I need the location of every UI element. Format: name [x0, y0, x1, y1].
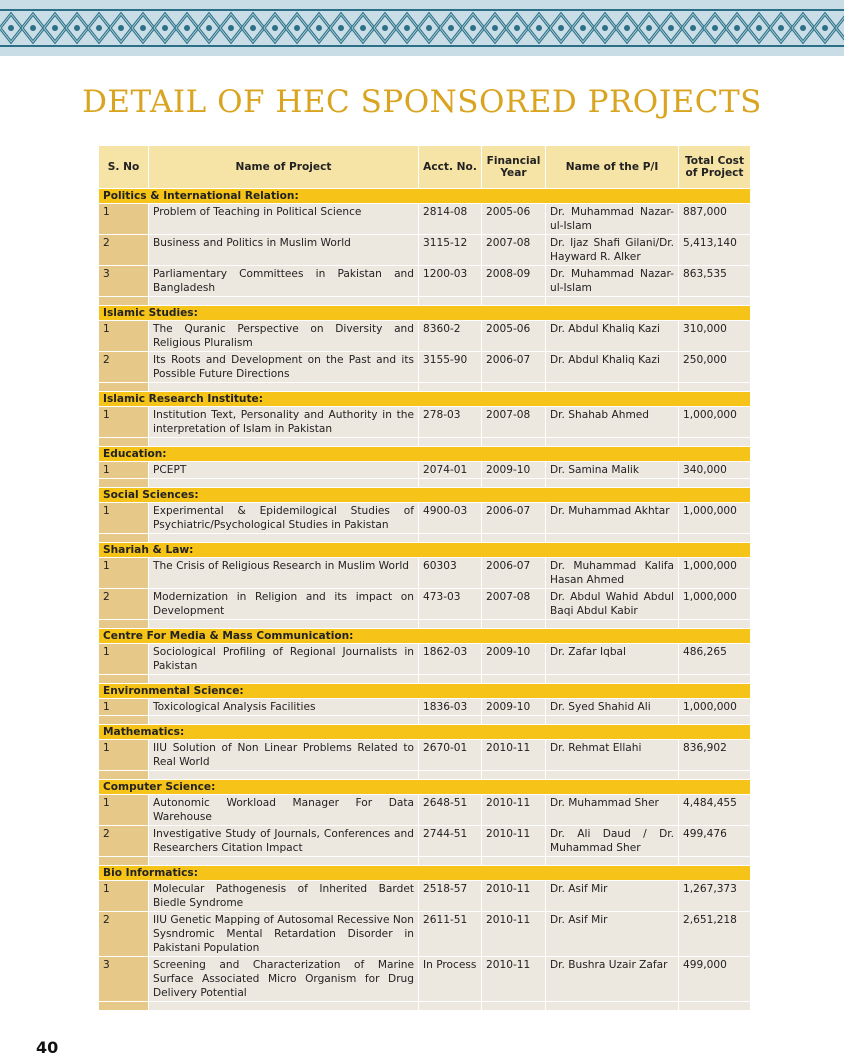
cell-pi-name: Dr. Zafar Iqbal — [546, 644, 679, 675]
section-title: Politics & International Relation: — [99, 189, 751, 204]
spacer-cell — [482, 383, 546, 392]
header-sno: S. No — [99, 146, 149, 189]
spacer-cell — [99, 620, 149, 629]
cell-acct-no: 278-03 — [419, 407, 482, 438]
lattice-pattern-icon — [0, 6, 844, 50]
cell-acct-no: 2670-01 — [419, 740, 482, 771]
cell-total-cost: 1,000,000 — [679, 699, 751, 716]
cell-financial-year: 2005-06 — [482, 204, 546, 235]
spacer-cell — [149, 534, 419, 543]
cell-pi-name: Dr. Muhammad Sher — [546, 795, 679, 826]
projects-table — [98, 145, 751, 1011]
cell-project-name: The Crisis of Religious Research in Muslim World — [149, 558, 419, 589]
table-row — [99, 957, 751, 1002]
spacer-cell — [679, 479, 751, 488]
cell-acct-no: 2814-08 — [419, 204, 482, 235]
spacer-row — [99, 857, 751, 866]
cell-financial-year: 2010-11 — [482, 957, 546, 1002]
cell-sno: 1 — [99, 204, 149, 235]
spacer-row — [99, 297, 751, 306]
header-cost: Total Cost of Project — [679, 146, 751, 189]
cell-sno: 2 — [99, 912, 149, 957]
table-row — [99, 826, 751, 857]
cell-pi-name: Dr. Muhammad Nazar-ul-Islam — [546, 204, 679, 235]
cell-financial-year: 2006-07 — [482, 558, 546, 589]
cell-financial-year: 2008-09 — [482, 266, 546, 297]
table-row — [99, 204, 751, 235]
cell-sno: 1 — [99, 321, 149, 352]
cell-acct-no: In Process — [419, 957, 482, 1002]
section-header-row — [99, 447, 751, 462]
cell-project-name: Business and Politics in Muslim World — [149, 235, 419, 266]
spacer-cell — [99, 297, 149, 306]
spacer-cell — [546, 297, 679, 306]
cell-pi-name: Dr. Muhammad Nazar-ul-Islam — [546, 266, 679, 297]
cell-acct-no: 2611-51 — [419, 912, 482, 957]
spacer-cell — [149, 620, 419, 629]
spacer-cell — [482, 620, 546, 629]
cell-sno: 1 — [99, 795, 149, 826]
table-row — [99, 352, 751, 383]
cell-sno: 1 — [99, 740, 149, 771]
spacer-cell — [149, 675, 419, 684]
cell-pi-name: Dr. Abdul Khaliq Kazi — [546, 352, 679, 383]
spacer-cell — [149, 1002, 419, 1011]
spacer-cell — [679, 534, 751, 543]
cell-financial-year: 2007-08 — [482, 589, 546, 620]
section-header-row — [99, 189, 751, 204]
cell-project-name: Problem of Teaching in Political Science — [149, 204, 419, 235]
cell-sno: 2 — [99, 235, 149, 266]
cell-pi-name: Dr. Muhammad Akhtar — [546, 503, 679, 534]
spacer-cell — [546, 479, 679, 488]
cell-sno: 2 — [99, 826, 149, 857]
cell-total-cost: 863,535 — [679, 266, 751, 297]
cell-project-name: Toxicological Analysis Facilities — [149, 699, 419, 716]
cell-total-cost: 1,000,000 — [679, 558, 751, 589]
spacer-cell — [149, 479, 419, 488]
spacer-cell — [149, 297, 419, 306]
table-row — [99, 266, 751, 297]
cell-acct-no: 3155-90 — [419, 352, 482, 383]
table-row — [99, 881, 751, 912]
table-header-row — [99, 146, 751, 189]
cell-acct-no: 2518-57 — [419, 881, 482, 912]
spacer-cell — [546, 383, 679, 392]
section-title: Islamic Research Institute: — [99, 392, 751, 407]
spacer-row — [99, 534, 751, 543]
section-title: Mathematics: — [99, 725, 751, 740]
spacer-cell — [546, 857, 679, 866]
spacer-cell — [482, 675, 546, 684]
spacer-row — [99, 383, 751, 392]
spacer-cell — [149, 857, 419, 866]
page-number: 40 — [36, 1038, 59, 1057]
cell-sno: 1 — [99, 644, 149, 675]
spacer-cell — [679, 675, 751, 684]
decorative-banner — [0, 0, 844, 56]
cell-financial-year: 2007-08 — [482, 407, 546, 438]
cell-sno: 1 — [99, 558, 149, 589]
cell-pi-name: Dr. Ijaz Shafi Gilani/Dr. Hayward R. Alker — [546, 235, 679, 266]
cell-pi-name: Dr. Rehmat Ellahi — [546, 740, 679, 771]
cell-total-cost: 250,000 — [679, 352, 751, 383]
cell-total-cost: 836,902 — [679, 740, 751, 771]
cell-pi-name: Dr. Muhammad Kalifa Hasan Ahmed — [546, 558, 679, 589]
cell-sno: 1 — [99, 462, 149, 479]
section-header-row — [99, 488, 751, 503]
spacer-cell — [482, 534, 546, 543]
cell-total-cost: 5,413,140 — [679, 235, 751, 266]
cell-pi-name: Dr. Asif Mir — [546, 881, 679, 912]
section-title: Centre For Media & Mass Communication: — [99, 629, 751, 644]
cell-project-name: Its Roots and Development on the Past and its Possible Future Directions — [149, 352, 419, 383]
cell-pi-name: Dr. Bushra Uzair Zafar — [546, 957, 679, 1002]
cell-financial-year: 2007-08 — [482, 235, 546, 266]
cell-total-cost: 499,476 — [679, 826, 751, 857]
spacer-cell — [419, 1002, 482, 1011]
header-name: Name of Project — [149, 146, 419, 189]
cell-total-cost: 4,484,455 — [679, 795, 751, 826]
table-row — [99, 589, 751, 620]
spacer-cell — [546, 716, 679, 725]
table-row — [99, 558, 751, 589]
spacer-cell — [679, 716, 751, 725]
cell-total-cost: 486,265 — [679, 644, 751, 675]
spacer-cell — [149, 383, 419, 392]
spacer-cell — [419, 383, 482, 392]
cell-acct-no: 1862-03 — [419, 644, 482, 675]
spacer-cell — [546, 438, 679, 447]
cell-financial-year: 2010-11 — [482, 795, 546, 826]
table-row — [99, 235, 751, 266]
cell-acct-no: 2744-51 — [419, 826, 482, 857]
spacer-cell — [99, 383, 149, 392]
cell-project-name: Modernization in Religion and its impact on Development — [149, 589, 419, 620]
cell-pi-name: Dr. Asif Mir — [546, 912, 679, 957]
spacer-cell — [482, 857, 546, 866]
spacer-cell — [546, 534, 679, 543]
cell-project-name: Parliamentary Committees in Pakistan and Bangladesh — [149, 266, 419, 297]
cell-sno: 3 — [99, 266, 149, 297]
cell-total-cost: 887,000 — [679, 204, 751, 235]
cell-project-name: Autonomic Workload Manager For Data Warehouse — [149, 795, 419, 826]
spacer-cell — [546, 620, 679, 629]
spacer-row — [99, 479, 751, 488]
section-title: Social Sciences: — [99, 488, 751, 503]
cell-sno: 3 — [99, 957, 149, 1002]
section-title: Shariah & Law: — [99, 543, 751, 558]
table-row — [99, 321, 751, 352]
cell-total-cost: 1,000,000 — [679, 589, 751, 620]
cell-financial-year: 2005-06 — [482, 321, 546, 352]
cell-project-name: Experimental & Epidemilogical Studies of Psychiatric/Psychological Studies in Pakistan — [149, 503, 419, 534]
cell-acct-no: 1836-03 — [419, 699, 482, 716]
cell-sno: 1 — [99, 407, 149, 438]
cell-sno: 1 — [99, 881, 149, 912]
section-title: Computer Science: — [99, 780, 751, 795]
header-year: Financial Year — [482, 146, 546, 189]
spacer-cell — [679, 297, 751, 306]
spacer-cell — [546, 675, 679, 684]
cell-acct-no: 2074-01 — [419, 462, 482, 479]
spacer-cell — [679, 857, 751, 866]
spacer-cell — [99, 438, 149, 447]
cell-pi-name: Dr. Syed Shahid Ali — [546, 699, 679, 716]
spacer-cell — [546, 771, 679, 780]
cell-total-cost: 2,651,218 — [679, 912, 751, 957]
spacer-cell — [679, 1002, 751, 1011]
cell-acct-no: 4900-03 — [419, 503, 482, 534]
spacer-cell — [679, 438, 751, 447]
section-title: Bio Informatics: — [99, 866, 751, 881]
cell-project-name: The Quranic Perspective on Diversity and Religious Pluralism — [149, 321, 419, 352]
cell-sno: 2 — [99, 352, 149, 383]
spacer-cell — [419, 771, 482, 780]
spacer-cell — [419, 297, 482, 306]
spacer-cell — [482, 479, 546, 488]
table-row — [99, 503, 751, 534]
table-row — [99, 699, 751, 716]
spacer-cell — [99, 857, 149, 866]
spacer-cell — [482, 771, 546, 780]
cell-project-name: Sociological Profiling of Regional Journalists in Pakistan — [149, 644, 419, 675]
spacer-cell — [99, 1002, 149, 1011]
cell-financial-year: 2006-07 — [482, 503, 546, 534]
spacer-cell — [482, 1002, 546, 1011]
spacer-cell — [482, 716, 546, 725]
spacer-cell — [99, 675, 149, 684]
section-header-row — [99, 725, 751, 740]
section-title: Islamic Studies: — [99, 306, 751, 321]
spacer-cell — [149, 716, 419, 725]
cell-acct-no: 2648-51 — [419, 795, 482, 826]
page-title: DETAIL OF HEC SPONSORED PROJECTS — [82, 84, 762, 120]
cell-financial-year: 2009-10 — [482, 462, 546, 479]
spacer-cell — [482, 438, 546, 447]
cell-sno: 1 — [99, 503, 149, 534]
table-row — [99, 912, 751, 957]
cell-financial-year: 2009-10 — [482, 644, 546, 675]
spacer-row — [99, 438, 751, 447]
cell-financial-year: 2010-11 — [482, 826, 546, 857]
cell-project-name: Investigative Study of Journals, Conferences and Researchers Citation Impact — [149, 826, 419, 857]
section-header-row — [99, 866, 751, 881]
cell-financial-year: 2009-10 — [482, 699, 546, 716]
cell-total-cost: 310,000 — [679, 321, 751, 352]
cell-acct-no: 60303 — [419, 558, 482, 589]
spacer-cell — [679, 771, 751, 780]
cell-financial-year: 2010-11 — [482, 740, 546, 771]
cell-total-cost: 1,000,000 — [679, 407, 751, 438]
spacer-row — [99, 771, 751, 780]
cell-pi-name: Dr. Shahab Ahmed — [546, 407, 679, 438]
table-row — [99, 740, 751, 771]
table-row — [99, 795, 751, 826]
cell-pi-name: Dr. Ali Daud / Dr. Muhammad Sher — [546, 826, 679, 857]
spacer-cell — [482, 297, 546, 306]
cell-financial-year: 2010-11 — [482, 912, 546, 957]
table-row — [99, 644, 751, 675]
spacer-cell — [99, 479, 149, 488]
spacer-cell — [419, 857, 482, 866]
cell-project-name: IIU Genetic Mapping of Autosomal Recessive Non Sysndromic Mental Retardation Disorder in Pakistani Population — [149, 912, 419, 957]
cell-pi-name: Dr. Samina Malik — [546, 462, 679, 479]
cell-sno: 2 — [99, 589, 149, 620]
section-header-row — [99, 306, 751, 321]
spacer-cell — [679, 383, 751, 392]
cell-financial-year: 2006-07 — [482, 352, 546, 383]
spacer-cell — [419, 675, 482, 684]
spacer-cell — [419, 716, 482, 725]
table-row — [99, 407, 751, 438]
cell-acct-no: 473-03 — [419, 589, 482, 620]
header-acct: Acct. No. — [419, 146, 482, 189]
section-header-row — [99, 543, 751, 558]
spacer-cell — [149, 771, 419, 780]
spacer-row — [99, 716, 751, 725]
spacer-cell — [419, 438, 482, 447]
spacer-row — [99, 675, 751, 684]
spacer-cell — [419, 534, 482, 543]
cell-acct-no: 1200-03 — [419, 266, 482, 297]
spacer-cell — [419, 479, 482, 488]
cell-sno: 1 — [99, 699, 149, 716]
cell-project-name: Screening and Characterization of Marine Surface Associated Micro Organism for Drug Delivery Potential — [149, 957, 419, 1002]
cell-total-cost: 499,000 — [679, 957, 751, 1002]
spacer-cell — [99, 534, 149, 543]
spacer-cell — [679, 620, 751, 629]
cell-pi-name: Dr. Abdul Wahid Abdul Baqi Abdul Kabir — [546, 589, 679, 620]
spacer-row — [99, 1002, 751, 1011]
spacer-cell — [149, 438, 419, 447]
cell-acct-no: 3115-12 — [419, 235, 482, 266]
spacer-cell — [546, 1002, 679, 1011]
cell-total-cost: 1,000,000 — [679, 503, 751, 534]
cell-financial-year: 2010-11 — [482, 881, 546, 912]
spacer-cell — [99, 716, 149, 725]
cell-project-name: PCEPT — [149, 462, 419, 479]
spacer-cell — [419, 620, 482, 629]
section-header-row — [99, 684, 751, 699]
cell-project-name: Molecular Pathogenesis of Inherited Bardet Biedle Syndrome — [149, 881, 419, 912]
cell-project-name: Institution Text, Personality and Authority in the interpretation of Islam in Pakistan — [149, 407, 419, 438]
cell-project-name: IIU Solution of Non Linear Problems Related to Real World — [149, 740, 419, 771]
cell-total-cost: 340,000 — [679, 462, 751, 479]
table-row — [99, 462, 751, 479]
section-header-row — [99, 780, 751, 795]
spacer-cell — [99, 771, 149, 780]
spacer-row — [99, 620, 751, 629]
header-pi: Name of the P/I — [546, 146, 679, 189]
cell-total-cost: 1,267,373 — [679, 881, 751, 912]
section-title: Environmental Science: — [99, 684, 751, 699]
section-header-row — [99, 392, 751, 407]
cell-acct-no: 8360-2 — [419, 321, 482, 352]
section-header-row — [99, 629, 751, 644]
section-title: Education: — [99, 447, 751, 462]
cell-pi-name: Dr. Abdul Khaliq Kazi — [546, 321, 679, 352]
